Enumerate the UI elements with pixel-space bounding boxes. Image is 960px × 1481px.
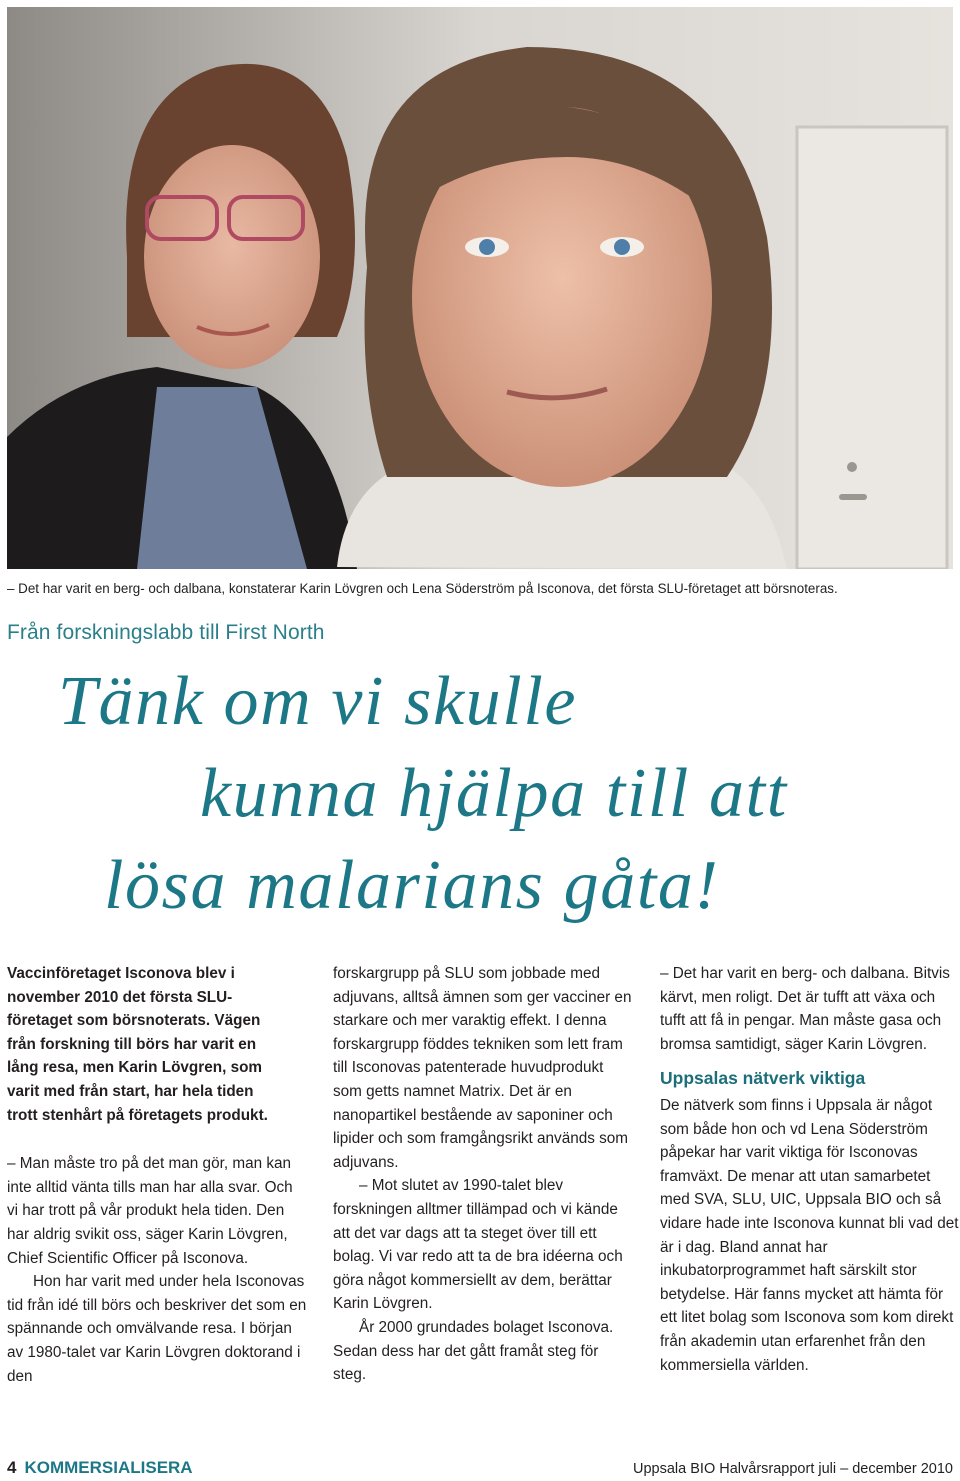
body-paragraph: – Det har varit en berg- och dalbana. Bitvis kärvt, men roligt. Det är tufft att växa och tufft att få in pengar. Man måste gasa och bromsa samtidigt, säger Karin Lövgren. — [660, 965, 950, 1053]
lead-line: företaget som börsnoterats. Vägen — [7, 1012, 261, 1030]
lead-line: trott stenhårt på företagets produkt. — [7, 1106, 268, 1124]
headline-line-3: lösa malarians gåta! — [104, 847, 720, 924]
lead-line: Vaccinföretaget Isconova blev i — [7, 965, 235, 982]
body-paragraph: – Man måste tro på det man gör, man kan inte alltid vänta tills man har alla svar. Och vi har trott på vår produkt hela tiden. Den har aldrig svikit oss, säger Karin Lövgren, Chief Scientific Officer på Isconova. — [7, 1155, 293, 1267]
subheading: Uppsalas nätverk viktiga — [660, 1068, 866, 1089]
headline-line-1: Tänk om vi skulle — [58, 663, 578, 740]
column-2 — [333, 962, 633, 1387]
body-paragraph: – Mot slutet av 1990-talet blev forskningen alltmer tillämpad och vi kände att det var dags att ta steget över till ett bolag. Vi var redo att ta de bra idéerna och göra något kommersiellt av dem, berättar Karin Lövgren. — [333, 1177, 623, 1313]
body-paragraph: forskargrupp på SLU som jobbade med adjuvans, alltså ämnen som ger vacciner en starkare och mer varaktig effekt. I denna forskargrupp föddes tekniken som lett fram till Isconovas patenterade huvudprodukt som getts namnet Matrix. Det är en nanopartikel bestående av saponiner och lipider och som framgångsrikt används som adjuvans. — [333, 965, 632, 1171]
column-1 — [7, 962, 307, 1388]
body-paragraph: År 2000 grundades bolaget Isconova. Sedan dess har det gått framåt steg för steg. — [333, 1318, 614, 1384]
cover-photo — [7, 7, 953, 569]
lead-line: från forskning till börs har varit en — [7, 1035, 257, 1053]
body-paragraph: De nätverk som finns i Uppsala är något som både hon och vd Lena Söderström påpekar har varit viktiga för Isconovas framväxt. De menar att utan samarbetet med SVA, SLU, UIC, Uppsala BIO och så vidare hade inte Isconova kunnat bli vad det är i dag. Bland annat har inkubatorprogrammet haft särskilt stor betydelse. Här fanns mycket att hämta för ett litet bolag som Isconova som kom direkt från akademin utan erfarenhet från den kommersiella världen. — [660, 1096, 959, 1374]
body-paragraph: Hon har varit med under hela Isconovas tid från idé till börs och beskriver det som en spännande och omvälvande resa. I början av 1980-talet var Karin Lövgren doktorand i den — [7, 1273, 307, 1385]
photo-caption: – Det har varit en berg- och dalbana, konstaterar Karin Lövgren och Lena Söderström på Isconova, det första SLU-företaget att börsnoteras. — [7, 581, 838, 596]
footer-section — [7, 1458, 193, 1478]
footer-publication: Uppsala BIO Halvårsrapport juli – december 2010 — [633, 1461, 953, 1477]
lead-line: november 2010 det första SLU- — [7, 988, 233, 1006]
section-name: KOMMERSIALISERA — [24, 1458, 193, 1477]
lead-line: varit med från start, har hela tiden — [7, 1082, 254, 1100]
column-3 — [660, 962, 960, 1377]
lead-line: lång resa, men Karin Lövgren, som — [7, 1059, 263, 1077]
page-number: 4 — [7, 1458, 17, 1477]
kicker: Från forskningslabb till First North — [7, 621, 325, 644]
headline-line-2: kunna hjälpa till att — [200, 755, 788, 832]
